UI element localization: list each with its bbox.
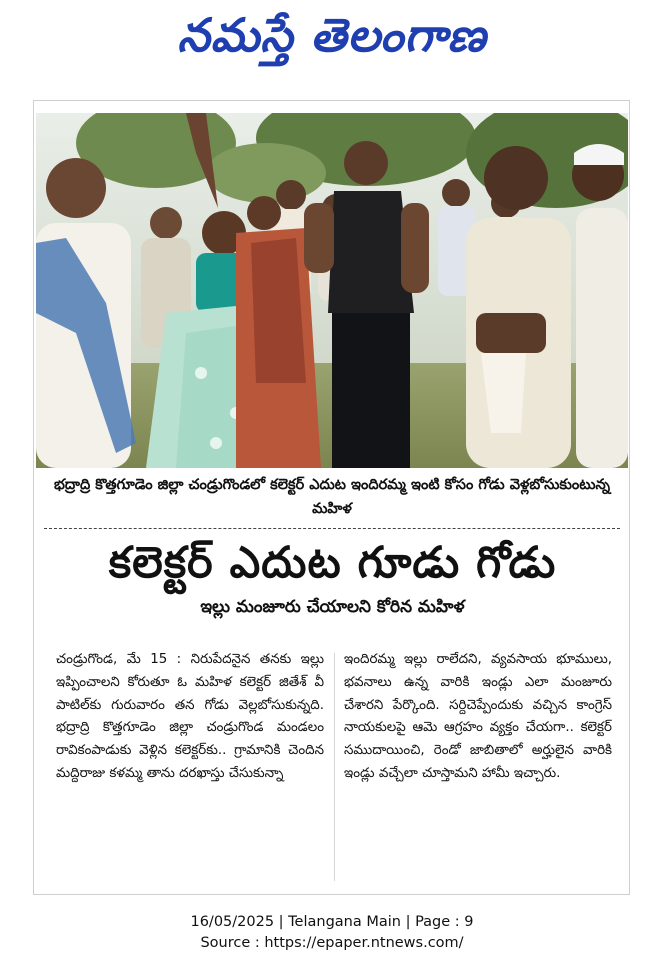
masthead <box>0 0 664 82</box>
news-photo-image <box>36 113 628 468</box>
article-subheadline: ఇల్లు మంజూరు చేయాలని కోరిన మహిళ <box>200 597 465 617</box>
photo-caption: భద్రాద్రి కొత్తగూడెం జిల్లా చండ్రుగొండలో కలెక్టర్‌ ఎదుట ఇందిరమ్మ ఇంటి కోసం గోడు వెళ్లబోసుకుంటున్న మహిళ <box>54 477 610 517</box>
page-footer <box>0 912 664 954</box>
footer-source-link[interactable]: Source : https://epaper.ntnews.com/ <box>200 935 464 951</box>
article-column-right <box>344 649 612 889</box>
article-paragraph-left: చండ్రుగొండ, మే 15 : నిరుపేదనైన తనకు ఇల్లు ఇప్పించాలని కోరుతూ ఓ మహిళ కలెక్టర్‌ జితేశ్‌ వీ పాటిల్‌కు గురువారం తన గోడు వెల్లబోసుకున్నది. భద్రాద్రి కొత్తగూడెం జిల్లా చండ్రుగొండ మండలం రావికంపాడుకు వెళ్లిన కలెక్టర్‌కు.. గ్రామానికి చెందిన మద్దిరాజు కళమ్మ తాను దరఖాస్తు చేసుకున్నా <box>56 652 324 781</box>
column-divider <box>334 653 335 881</box>
newspaper-logo: నమస్తే తెలంగాణ <box>177 8 487 62</box>
footer-date-edition: 16/05/2025 | Telangana Main | Page : 9 <box>190 914 474 930</box>
caption-divider <box>44 528 620 529</box>
news-photo <box>36 113 628 468</box>
article-paragraph-right: ఇందిరమ్మ ఇల్లు రాలేదని, వ్యవసాయ భూములు, భవనాలు ఉన్న వారికి ఇండ్లు ఎలా మంజూరు చేశారని పేర్కొంది. సర్దిచెప్పేందుకు వచ్చిన కాంగ్రెస్‌ నాయకులపై ఆమె ఆగ్రహం వ్యక్తం చేయగా.. కలెక్టర్‌ సముదాయించి, రెండో జాబితాలో అర్హులైన వారికి ఇండ్లు వచ్చేలా చూస్తామని హామీ ఇచ్చారు. <box>344 652 612 781</box>
article-body <box>56 649 612 889</box>
article-headline: కలెక్టర్‌ ఎదుట గూడు గోడు <box>108 538 557 588</box>
news-clipping <box>33 100 630 895</box>
article-column-left <box>56 649 324 889</box>
